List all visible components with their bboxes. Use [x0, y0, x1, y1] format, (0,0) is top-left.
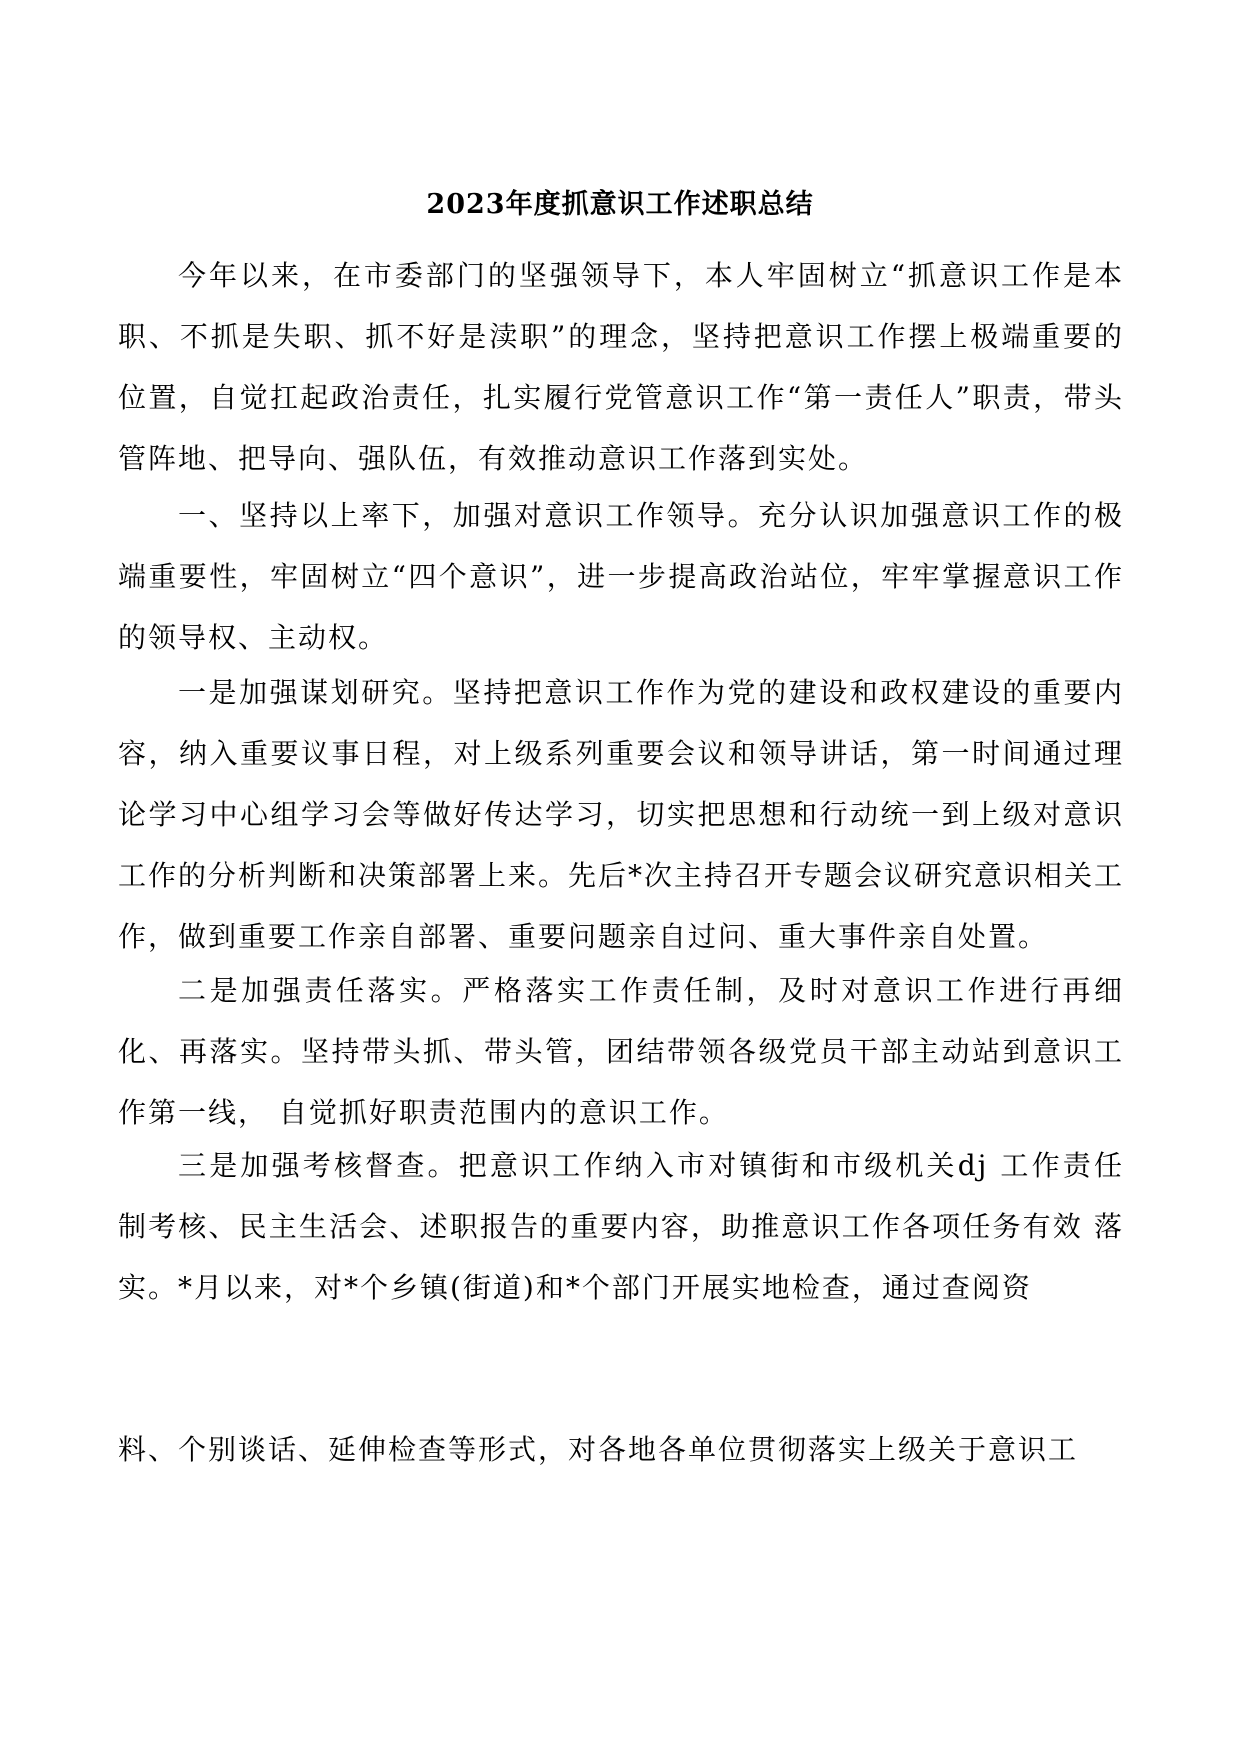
paragraph-continuation: 料、个别谈话、延伸检查等形式，对各地各单位贯彻落实上级关于意识工	[118, 1433, 1079, 1466]
paragraph-planning-research: 一是加强谋划研究。坚持把意识工作作为党的建设和政权建设的重要内容，纳入重要议事日程，对上级系列重要会议和领导讲话，第一时间通过理论学习中心组学习会等做好传达学习，切实把思想和行动统一到上级对意识工作的分析判断和决策部署上来。先后*次主持召开专题会议研究意识相关工作，做到重要工作亲自部署、重要问题亲自过问、重大事件亲自处置。	[118, 676, 1125, 953]
paragraph-intro: 今年以来，在市委部门的坚强领导下，本人牢固树立“抓意识工作是本职、不抓是失职、抓不好是渎职”的理念，坚持把意识工作摆上极端重要的位置，自觉扛起政治责任，扎实履行党管意识工作“第一责任人”职责，带头管阵地、把导向、强队伍，有效推动意识工作落到实处。	[118, 259, 1124, 475]
paragraph-section-one: 一、坚持以上率下，加强对意识工作领导。充分认识加强意识工作的极端重要性，牢固树立“四个意识”，进一步提高政治站位，牢牢掌握意识工作的领导权、主动权。	[118, 499, 1124, 654]
paragraph-responsibility: 二是加强责任落实。严格落实工作责任制，及时对意识工作进行再细化、再落实。坚持带头抓、带头管，团结带领各级党员干部主动站到意识工作第一线， 自觉抓好职责范围内的意识工作。	[118, 974, 1124, 1129]
document-title: 2023年度抓意识工作述职总结	[426, 189, 814, 220]
paragraph-assessment: 三是加强考核督查。把意识工作纳入市对镇街和市级机关dj 工作责任 制考核、民主生活会、述职报告的重要内容，助推意识工作各项任务有效 落实。*月以来，对*个乡镇(街道)和*个部门开展实地检查，通过查阅资	[118, 1149, 1124, 1304]
